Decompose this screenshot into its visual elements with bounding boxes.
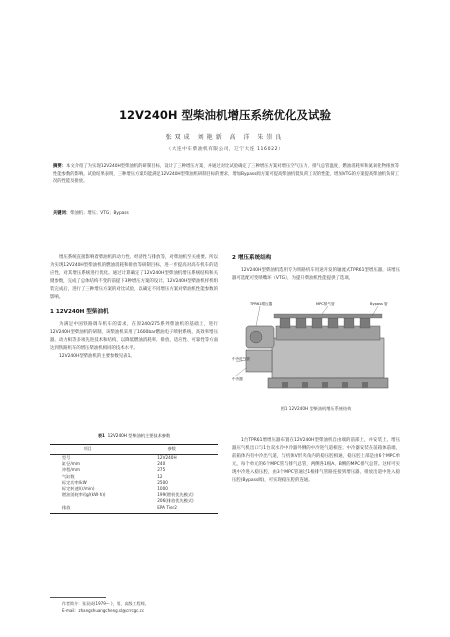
left-column xyxy=(50,254,218,361)
table-cell-item: 排放 xyxy=(50,505,125,514)
author-list: 张双成 刘艳新 高 洋 朱崇良 xyxy=(165,134,285,141)
figure-label-intake: 中冷进气管 xyxy=(232,357,250,361)
table-cell-value: 275 xyxy=(157,467,166,473)
table-cell-item: 气缸数 xyxy=(62,473,75,479)
table-header-item: 项目 xyxy=(50,445,125,455)
table-cell-value: 12 xyxy=(157,473,163,479)
figure-label-bypass: Bypass 管 xyxy=(370,302,388,306)
table-cell-value: 12V240H xyxy=(157,455,177,460)
table-cell-item: 缸径/mm xyxy=(62,461,80,467)
table-cell-value: 199(燃机优先模式) xyxy=(157,492,194,498)
section-2-paragraph: 12V240H型柴油机选用专为铁路机车用途开发的轴流式TPR61型增压器，该增压器可选配可变喷嘴环（VTG），为提升柴油机性能提供了选项。 xyxy=(232,268,400,282)
keywords-label: 关键词： xyxy=(53,211,71,216)
table-cell-value: 206(排放优先模式) xyxy=(157,498,194,504)
section-1-paragraph: 为满足中国铁路调车机车的需求，在原240/275系列柴油机的基础上，进行12V240H型柴油机的研制，该柴油机采用了1600bar燃油电子喷射系统、高效率增压器，动力相等多项先进技术和结构，以降低燃油消耗率，排放、适应性、可靠性等方面达到铁路机车的增压柴油机相同的技术水平。 xyxy=(50,321,218,351)
table-cell-value: 1000 xyxy=(157,486,168,492)
footnote-email: E-mail：zhangshuangcheng.sl@crrcgc.cc xyxy=(62,607,145,613)
table-cell-item: 燃油消耗率/(g/(kW·h)) xyxy=(62,492,106,498)
footnote-rule xyxy=(50,597,106,598)
figure-caption: 图1 12V240H 型柴油机增压系统结构 xyxy=(280,406,352,411)
table-cell-item: 冲程/mm xyxy=(62,467,80,473)
engine-figure xyxy=(232,300,400,400)
engine-drawing xyxy=(232,300,400,400)
intro-paragraph: 增压系统直接影响着柴油机的动力性、经济性与排放等，对柴油机至关重要。所以为实现12V240H型柴油机的燃油消耗和排放等研制目标，进一步提高对高车机车的适应性，对其增压系统进行优化。通过计算确定了12V240H型柴油机增压系统结构和关键参数，完成了总体结构不变的前提下3种增压方案的设计。12V240H型柴油机样机组装完成后，进行了三种增压方案的对比试验，以确定不同增压方案对柴油机性能参数的影响。 xyxy=(50,255,218,301)
abstract xyxy=(53,163,399,186)
table-cell-item: 型号 xyxy=(62,455,71,460)
figure-label-cooler: 中冷器 xyxy=(232,377,243,381)
figure-label-mpc: MPC排气管 xyxy=(316,302,335,306)
spec-table xyxy=(50,444,218,514)
affiliation: （大连中车柴油机有限公司，辽宁大连 116022） xyxy=(166,147,284,152)
footnote xyxy=(62,601,222,614)
table-header-param: 参数 xyxy=(125,445,218,455)
right-column-bottom xyxy=(232,437,400,486)
abstract-label: 摘要： xyxy=(53,164,67,169)
abstract-text: 本文介绍了为实现12V240H型柴油机的研制目标，设计了三种增压方案，并通过对比试验确定了三种增压方案对增压空气压力、排气总管温度、燃油消耗率和氮氧化物排放等性能参数的影响。试验结果表明，三种增压方案均能满足12V240H型柴油机研制目标的要求，增加Bypass阀方案可提高柴油机低负荷工况的性能，增加VTG的方案提高柴油机负荷工况的性能及排放。 xyxy=(53,164,399,185)
table-cell-value: EPA Tier2 xyxy=(125,505,218,514)
section-1-heading: 1 12V240H 型柴油机 xyxy=(50,308,109,315)
footnote-author: 作者简介：张双成(1979— )，男，高级工程师。 xyxy=(62,601,149,606)
keywords xyxy=(53,210,399,216)
figure-label-tpr: TPR61增压器 xyxy=(250,302,273,306)
table-caption xyxy=(50,433,218,439)
table-row xyxy=(50,505,218,514)
paper-title: 12V240H 型柴油机增压系统优化及试验 xyxy=(118,108,332,122)
table-caption-label: 表1 xyxy=(97,433,105,438)
table-cell-value: 240 xyxy=(157,461,166,467)
table-cell-item: 标定功率/kW xyxy=(62,479,87,485)
right-column-top xyxy=(232,254,400,283)
section-1-paragraph-2: 12V240H型柴油机的主要参数见表1。 xyxy=(59,354,135,360)
table-cell-item: 标定转速/(r/min) xyxy=(62,486,95,492)
table-caption-text: 12V240H 型柴油机主要技术参数 xyxy=(107,433,171,438)
section-2-paragraph-2: 1台TPR61增增压器布置在12V240H型柴油机自由端的前部上，并安装上，增压器压气机出口与1台双水冷中冷器外侧的中冷进气道相连；中冷器安装在前箱体前端，前箱体内有中冷出气道，与机体V形夹角内的稳压腔相通，稳压腔上部是由6个MPC单元，每个单元的6个MPC管与排气总管，两侧各1根A、B侧的MPC排气总管。这样可实现中冷进入稳压腔，由3个MPC管通过1根排气管路连接到增压器，排放出道中进入稳压腔(Bypass阀)，可实现稳压腔的连通。 xyxy=(232,438,400,484)
section-2-heading: 2 增压系统结构 xyxy=(232,255,272,261)
table-cell-value: 2500 xyxy=(157,479,168,485)
keywords-text: 柴油机；增压；VTG；Bypass xyxy=(70,211,129,216)
